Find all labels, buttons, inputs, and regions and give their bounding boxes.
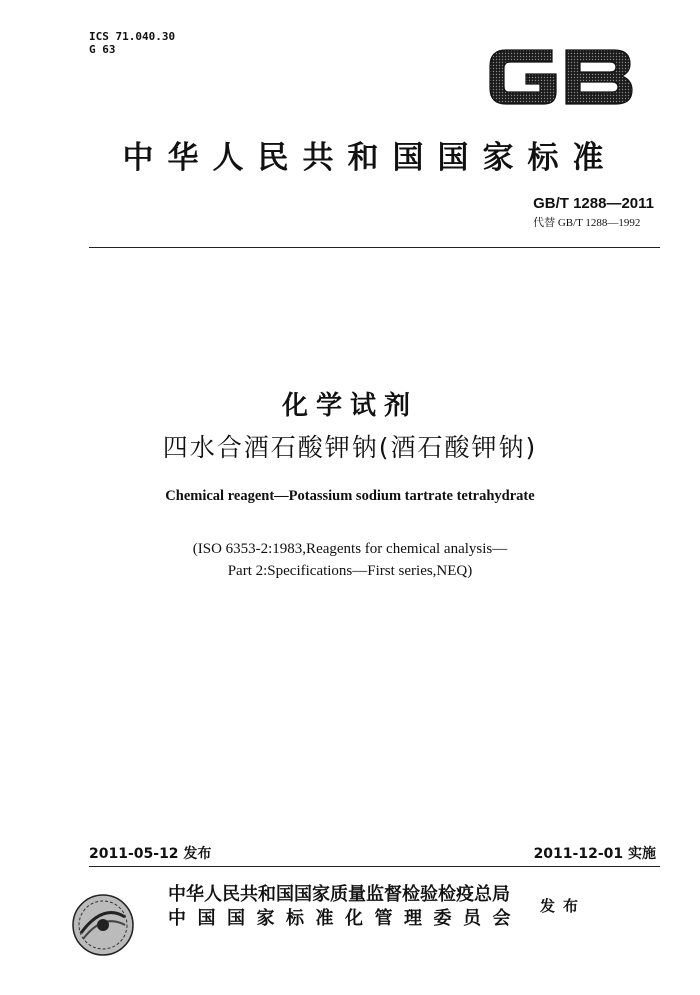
issuing-authorities	[168, 883, 522, 931]
standard-number: GB/T 1288—2011	[533, 195, 654, 212]
replaces-standard: 代替 GB/T 1288—1992	[533, 217, 641, 229]
iso-reference-line2: Part 2:Specifications—First series,NEQ)	[227, 563, 473, 579]
issuer-line1: 中华人民共和国国家质量监督检验检疫总局	[168, 884, 510, 905]
classification-codes	[89, 30, 175, 56]
title-cn-line1: 化学试剂	[281, 391, 418, 421]
issue-date: 2011-05-12 发布	[89, 846, 212, 862]
anti-counterfeit-seal-icon	[71, 893, 135, 957]
publish-label: 发布	[540, 897, 587, 915]
iso-reference	[0, 538, 700, 582]
ccs-code: G 63	[89, 43, 116, 56]
effective-date: 2011-12-01 实施	[533, 846, 656, 862]
title-english: Chemical reagent—Potassium sodium tartrate tetrahydrate	[165, 488, 535, 504]
title-cn-line2: 四水合酒石酸钾钠(酒石酸钾钠)	[162, 433, 538, 462]
iso-reference-line1: (ISO 6353-2:1983,Reagents for chemical analysis—	[192, 541, 508, 557]
standard-code-block	[533, 195, 654, 230]
header-divider	[89, 247, 660, 248]
footer-divider	[89, 866, 660, 867]
standard-type-title: 中华人民共和国国家标准	[122, 140, 618, 176]
ics-code: ICS 71.040.30	[89, 30, 176, 43]
issuer-line2: 中国国家标准化管理委员会	[168, 908, 522, 929]
gb-logo	[486, 40, 636, 112]
